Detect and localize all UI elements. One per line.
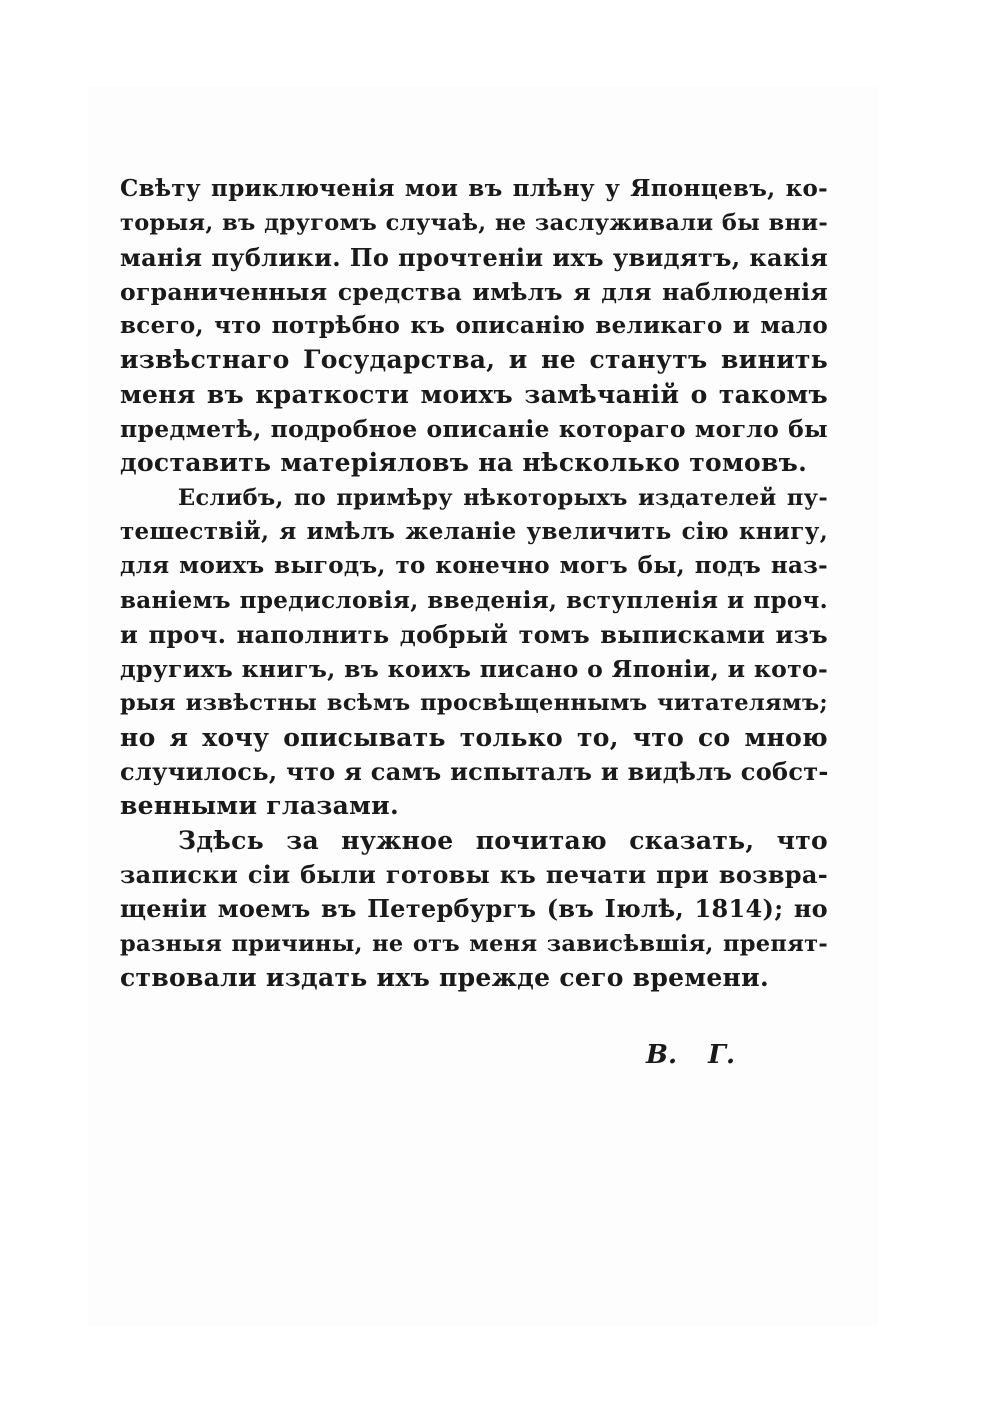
paragraph-1-line-3: манія публики. По прочтеніи ихъ увидятъ, какія bbox=[120, 242, 828, 272]
paragraph-1-line-2: торыя, въ другомъ случаѣ, не заслуживали бы вни- bbox=[120, 210, 828, 237]
paragraph-2-line-9: случилось, что я самъ испыталъ и видѣлъ собст- bbox=[120, 757, 829, 787]
paragraph-2-line-4: ваніемъ предисловія, введенія, вступленія и проч. bbox=[120, 586, 828, 614]
paragraph-1-line-8: предметѣ, подробное описаніе котораго могло бы bbox=[120, 415, 828, 444]
paragraph-2-line-8: но я хочу описывать только то, что со мною bbox=[120, 722, 828, 752]
paragraph-1-line-7: меня въ краткости моихъ замѣчаній о такомъ bbox=[120, 379, 828, 409]
paragraph-2-line-6: другихъ книгъ, въ коихъ писано о Японіи, и кото- bbox=[120, 655, 828, 684]
paragraph-1-line-4: ограниченныя средства имѣлъ я для наблюденія bbox=[120, 277, 828, 306]
body-text bbox=[120, 172, 828, 995]
paragraph-1-line-1: Свѣту приключенія мои въ плѣну у Японцевъ, ко- bbox=[120, 175, 828, 202]
paragraph-1-line-5: всего, что потрѣбно къ описанію великаго и мало bbox=[120, 312, 828, 340]
paragraph-2-line-5: и проч. наполнить добрый томъ выписками изъ bbox=[120, 619, 828, 649]
paragraph-3-line-4: разныя причины, не отъ меня зависѣвшія, препят- bbox=[120, 930, 828, 957]
paragraph-1-line-9: доставить матеріяловъ на нѣсколько томовъ. bbox=[120, 448, 808, 478]
signature-initials: В. Г. bbox=[646, 1040, 736, 1070]
paragraph-2-line-1: Еслибъ, по примѣру нѣкоторыхъ издателей пу- bbox=[178, 484, 828, 511]
paragraph-1-line-6: извѣстнаго Государства, и не станутъ винить bbox=[120, 345, 828, 375]
paragraph-2-line-10: венными глазами. bbox=[120, 791, 399, 821]
paragraph-2-line-3: для моихъ выгодъ, то конечно могъ бы, подъ наз- bbox=[120, 552, 828, 580]
paragraph-2-line-2: тешествій, я имѣлъ желаніе увеличить сію книгу, bbox=[120, 517, 828, 545]
paragraph-3-line-5: ствовали издать ихъ прежде сего времени. bbox=[120, 962, 769, 992]
paragraph-3-line-2: записки сіи были готовы къ печати при возвра- bbox=[120, 859, 828, 889]
paragraph-2-line-7: рыя извѣстны всѣмъ просвѣщеннымъ читателямъ; bbox=[120, 690, 828, 717]
paragraph-3-line-3: щеніи моемъ въ Петербургъ (въ Іюлѣ, 1814); но bbox=[120, 894, 828, 924]
paragraph-3-line-1: Здѣсь за нужное почитаю сказать, что bbox=[178, 825, 828, 855]
